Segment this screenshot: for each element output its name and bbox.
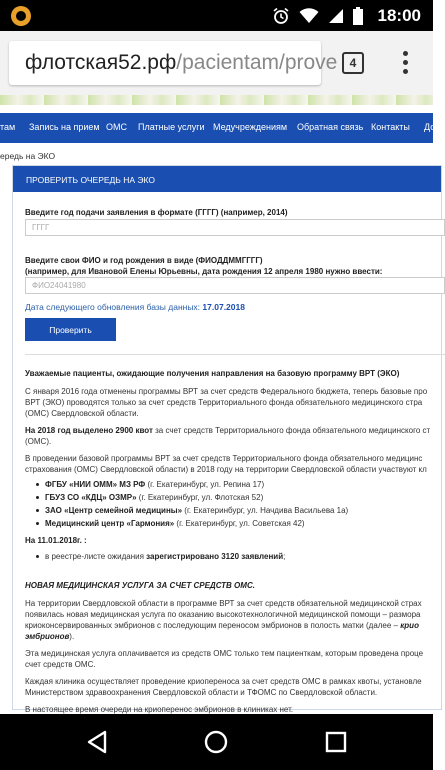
main-nav xyxy=(0,113,436,143)
tab-switcher-button[interactable]: 4 xyxy=(342,52,364,74)
quota-highlight: На 2018 год выделено 2900 квот xyxy=(25,426,153,435)
paragraph-line xyxy=(25,620,419,631)
header-banner-image xyxy=(0,95,433,105)
browser-toolbar xyxy=(0,31,433,95)
check-button[interactable]: Проверить xyxy=(25,318,116,341)
paragraph-line: (ОМС) Свердловской области. xyxy=(25,409,139,418)
year-label: Введите год подачи заявления в формате (ГГГГ) (например, 2014) xyxy=(25,208,288,217)
battery-icon xyxy=(353,7,363,25)
clinic-name: ФГБУ «НИИ ОММ» МЗ РФ xyxy=(45,480,146,489)
signal-icon xyxy=(328,8,344,24)
paragraph-line: (ОМС). xyxy=(25,437,52,446)
bullet xyxy=(36,483,39,486)
fio-input[interactable] xyxy=(25,277,445,294)
breadcrumb: ередь на ЭКО xyxy=(0,151,56,161)
clinic-address: (г. Екатеринбург, ул. Флотская 52) xyxy=(136,493,264,502)
update-label: Дата следующего обновления базы данных: xyxy=(25,302,201,312)
panel-title: ПРОВЕРИТЬ ОЧЕРЕДЬ НА ЭКО xyxy=(13,166,441,192)
clock: 18:00 xyxy=(377,5,421,25)
alarm-icon xyxy=(272,7,290,25)
clinic-item xyxy=(45,505,348,516)
nav-item-paid-services[interactable]: Платные услуги xyxy=(138,122,205,132)
clinic-address: (г. Екатеринбург, ул. Советская 42) xyxy=(174,519,305,528)
paragraph-text: криоконсервированных эмбрионов с последующим переносом эмбрионов в полость матки (далее – xyxy=(25,621,401,630)
clinic-item xyxy=(45,479,264,490)
paragraph-line: Министерством здравоохранения Свердловской области и ТФОМС по Свердловской области. xyxy=(25,688,378,697)
clinic-item xyxy=(45,492,263,503)
recents-icon[interactable] xyxy=(322,728,350,756)
app-notification-icon xyxy=(11,6,31,26)
paragraph-text: за счет средств Территориального фонда обязательного медицинского ст xyxy=(152,426,431,435)
wifi-icon xyxy=(299,8,319,24)
nav-item-institutions[interactable]: Медучреждениям xyxy=(213,122,288,132)
queue-text-end: ; xyxy=(283,552,286,561)
new-service-heading: НОВАЯ МЕДИЦИНСКАЯ УСЛУГА ЗА СЧЕТ СРЕДСТВ ОМС. xyxy=(25,581,255,590)
clinic-address: (г. Екатеринбург, ул. Репина 17) xyxy=(145,480,265,489)
paragraph-line: На территории Свердловской области в программе ВРТ за счет средств обязательной медицинской страх xyxy=(25,599,422,608)
paragraph-line: страхования (ОМС) Свердловской области) в 2018 году на территории Свердловской области участвуют кл xyxy=(25,465,427,474)
divider xyxy=(25,354,445,355)
date-line: На 11.01.2018г. : xyxy=(25,536,87,545)
quota-paragraph xyxy=(25,425,430,436)
clinic-name: ЗАО «Центр семейной медицины» xyxy=(45,506,183,515)
url-path: /pacientam/prove xyxy=(176,51,338,74)
update-note xyxy=(25,302,245,312)
year-input[interactable] xyxy=(25,219,445,236)
update-date: 17.07.2018 xyxy=(202,302,245,312)
paragraph-highlight: эмбрионов xyxy=(25,632,70,641)
status-bar xyxy=(0,0,433,31)
paragraph-line: С января 2016 года отменены программы ВРТ за счет средств Федерального бюджета, теперь базовые про xyxy=(25,387,428,396)
queue-count xyxy=(45,551,285,562)
paragraph-text: ). xyxy=(69,632,75,641)
paragraph-line: Эта медицинская услуга оплачивается из средств ОМС только тем пациенткам, которым проведена проце xyxy=(25,649,424,658)
nav-item-appointment[interactable]: Запись на прием xyxy=(29,122,100,132)
fio-label-example: (например, для Ивановой Елены Юрьевны, дата рождения 12 апреля 1980 нужно ввести: xyxy=(25,267,383,276)
nav-item-patients[interactable]: там xyxy=(0,122,16,132)
clinic-item xyxy=(45,518,305,529)
paragraph-line: В настоящее время очереди на криоперенос эмбрионов в клиниках нет. xyxy=(25,705,294,714)
queue-check-panel xyxy=(12,165,442,714)
article-heading: Уважаемые пациенты, ожидающие получения направления на базовую программу ВРТ (ЭКО) xyxy=(25,369,400,378)
clinic-name: ГБУЗ СО «КДЦ» ОЗМР» xyxy=(45,493,137,502)
nav-item-more[interactable]: До xyxy=(424,122,436,132)
nav-item-feedback[interactable]: Обратная связь xyxy=(297,122,364,132)
fio-label: Введите свои ФИО и год рождения в виде (ФИОДДММГГГГ) xyxy=(25,256,263,265)
url-host: флотская52.рф xyxy=(25,51,177,74)
paragraph-line xyxy=(25,631,74,642)
home-icon[interactable] xyxy=(202,728,230,756)
nav-item-oms[interactable]: ОМС xyxy=(106,122,127,132)
clinic-name: Медицинский центр «Гармония» xyxy=(45,519,175,528)
url-text xyxy=(25,51,337,75)
address-bar[interactable] xyxy=(9,41,338,85)
queue-text: в реестре-листе ожидания xyxy=(45,552,147,561)
bullet xyxy=(36,555,39,558)
bullet xyxy=(36,522,39,525)
paragraph-line: В проведении базовой программы ВРТ за счет средств Территориального фонда обязательного медицинс xyxy=(25,454,423,463)
clinic-address: (г. Екатеринбург, ул. Начдива Васильева 1а) xyxy=(182,506,349,515)
system-nav-bar xyxy=(0,714,433,770)
paragraph-line: счет средств ОМС. xyxy=(25,660,96,669)
queue-highlight: зарегистрировано 3120 заявлений xyxy=(146,552,284,561)
overflow-menu-icon[interactable] xyxy=(402,51,408,75)
nav-item-contacts[interactable]: Контакты xyxy=(371,122,410,132)
back-icon[interactable] xyxy=(83,728,111,756)
paragraph-line: Каждая клиника осуществляет проведение криопереноса за счет средств ОМС в рамках квоты, установле xyxy=(25,677,422,686)
bullet xyxy=(36,496,39,499)
paragraph-line: ВРТ (ЭКО) проводятся только за счет средств Территориального фонда обязательного медицинского стра xyxy=(25,398,423,407)
bullet xyxy=(36,509,39,512)
paragraph-line: появилась новая медицинская услуга по оказанию высокотехнологичной медицинской помощи – размора xyxy=(25,610,421,619)
paragraph-highlight: крио xyxy=(400,621,419,630)
